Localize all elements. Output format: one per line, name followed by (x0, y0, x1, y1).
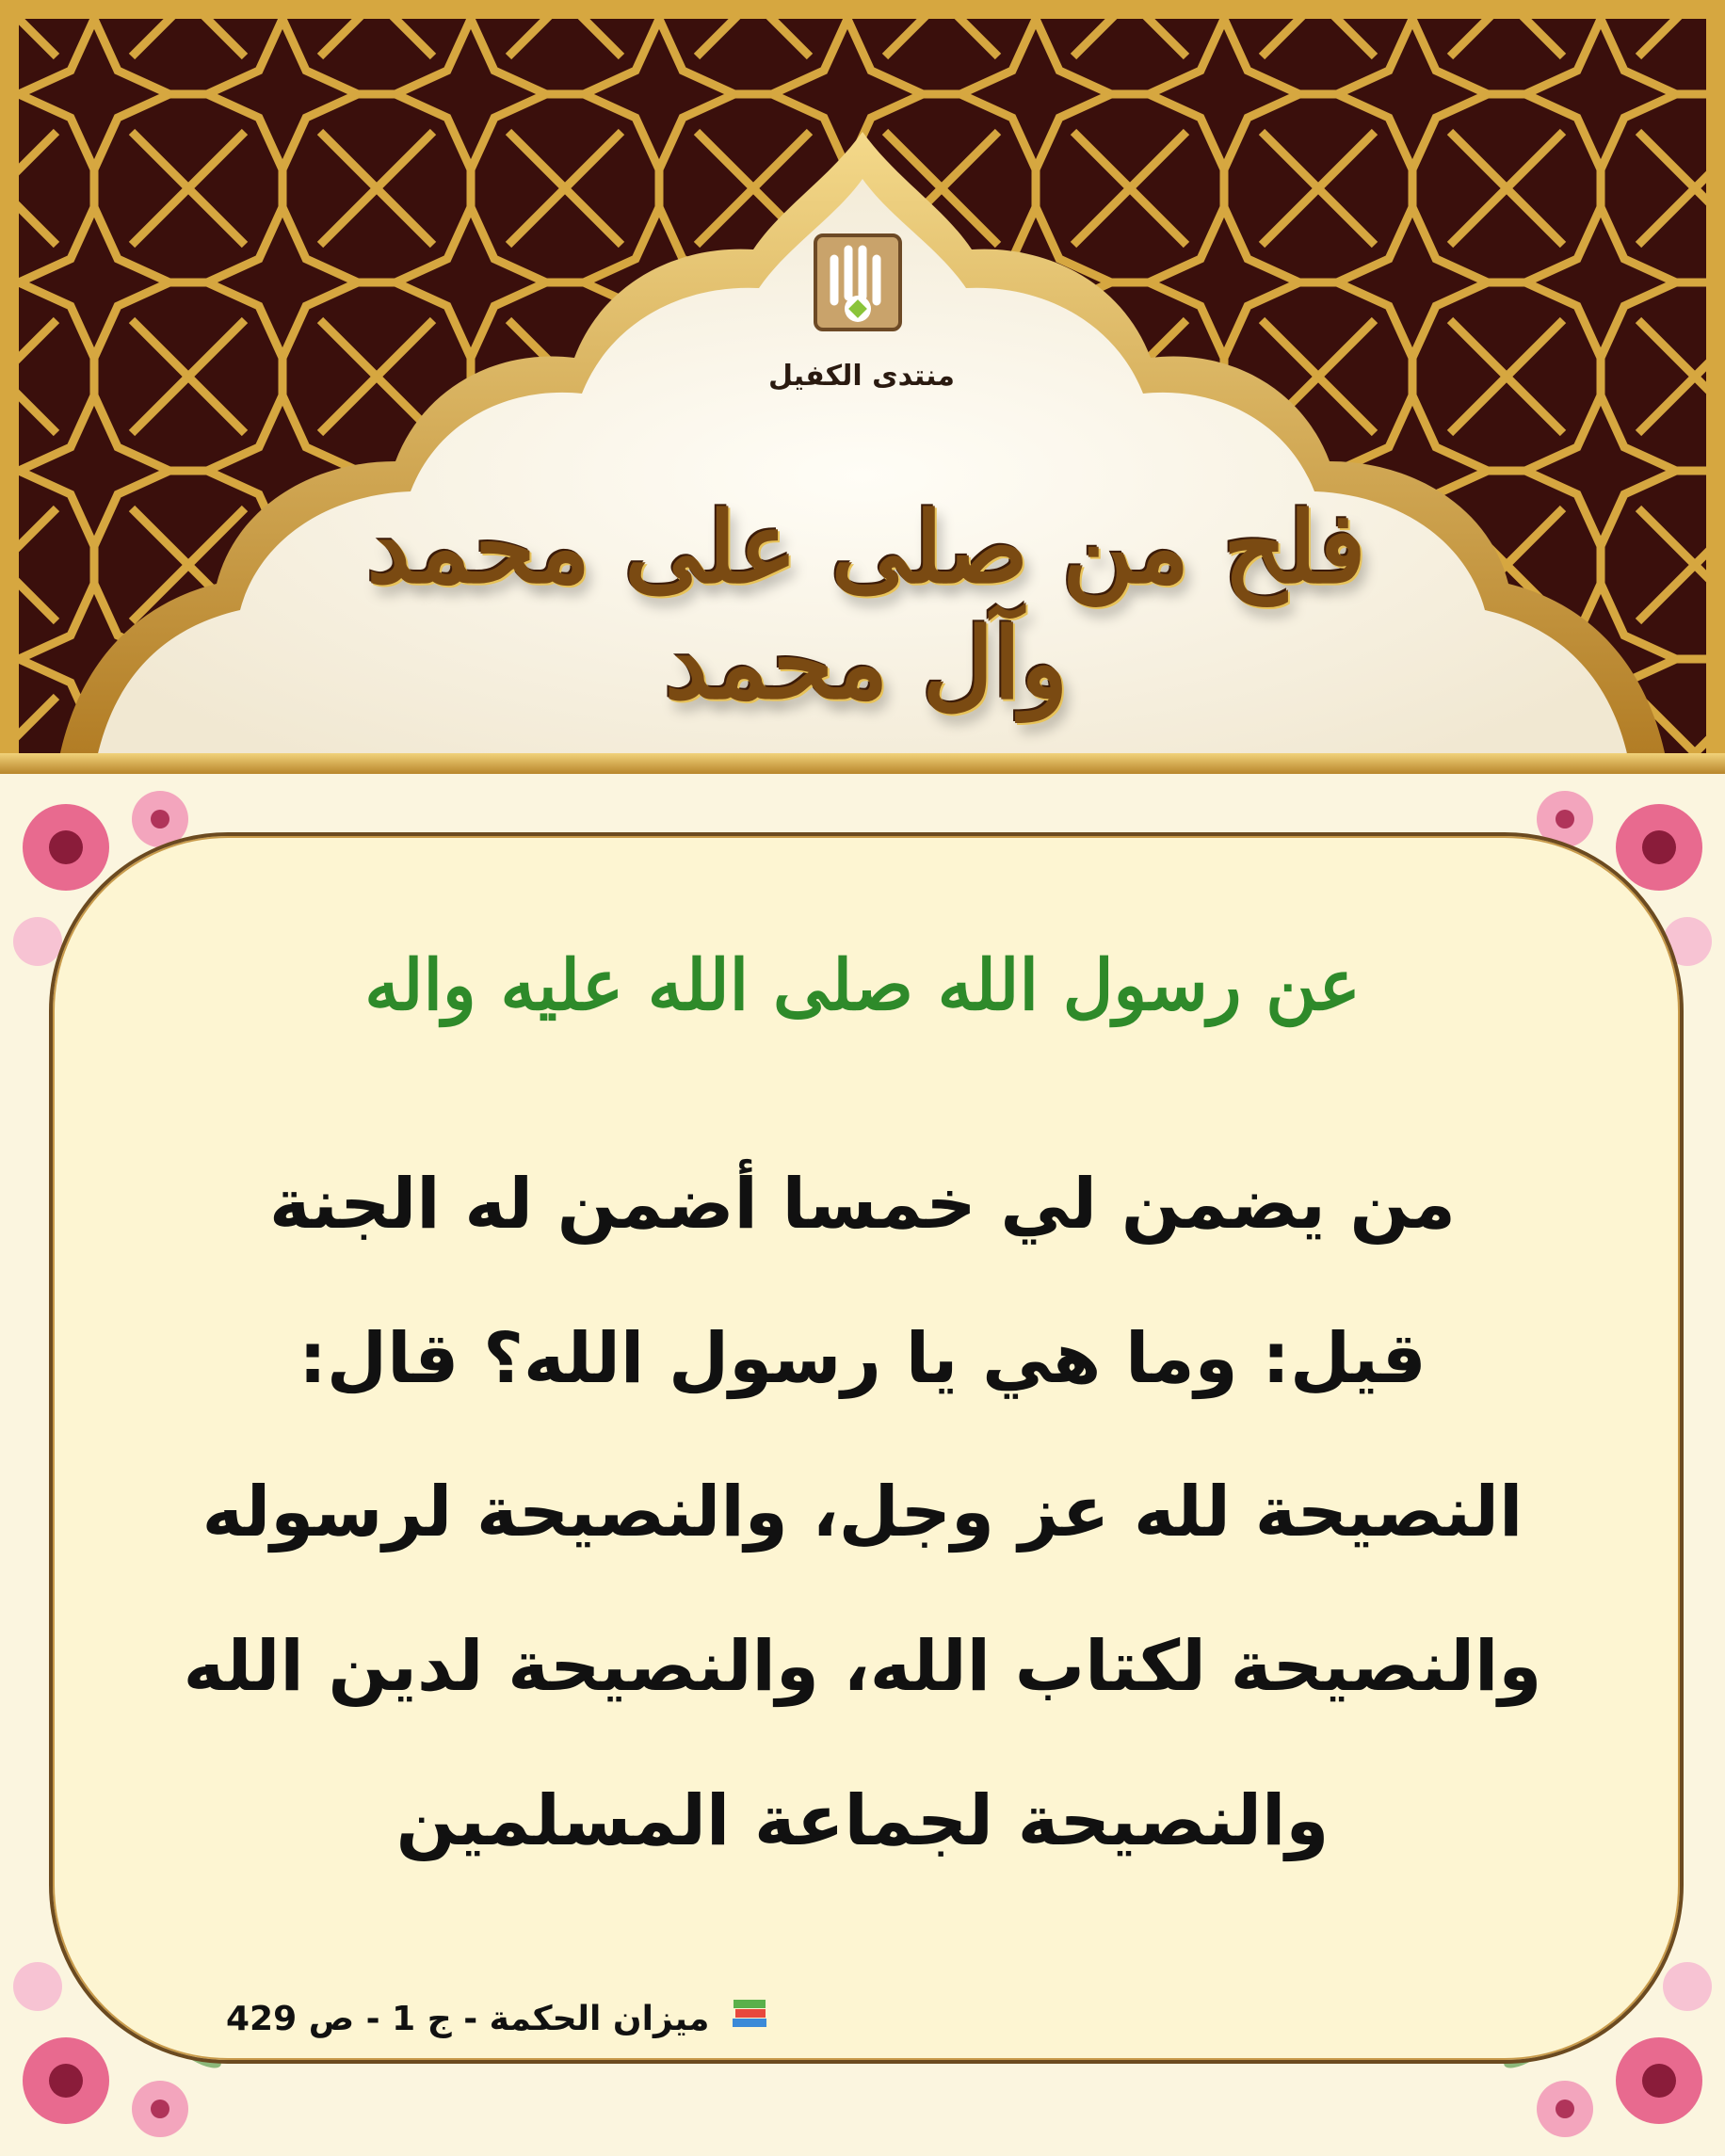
books-icon (731, 1996, 768, 2038)
source-text: ميزان الحكمة - ج 1 - ص 429 (226, 2000, 710, 2038)
hadith-line: قيل: وما هي يا رسول الله؟ قال: (298, 1318, 1427, 1399)
hadith-line: النصيحة لله عز وجل، والنصيحة لرسوله (202, 1472, 1523, 1553)
narrator-heading: عن رسول الله صلى الله عليه واله (364, 945, 1361, 1026)
hadith-line: والنصيحة لكتاب الله، والنصيحة لدين الله (183, 1626, 1542, 1707)
calligraphy-title: فلح من صلى على محمد وآل محمد (366, 490, 1366, 721)
logo-text: منتدى الكفيل (768, 360, 955, 393)
hand-logo-icon (806, 226, 910, 339)
hadith-line: من يضمن لي خمسا أضمن له الجنة (269, 1164, 1456, 1245)
hadith-line: والنصيحة لجماعة المسلمين (395, 1780, 1330, 1861)
source-citation (226, 1996, 885, 2038)
header-banner (0, 0, 1725, 772)
header-divider (0, 753, 1725, 774)
